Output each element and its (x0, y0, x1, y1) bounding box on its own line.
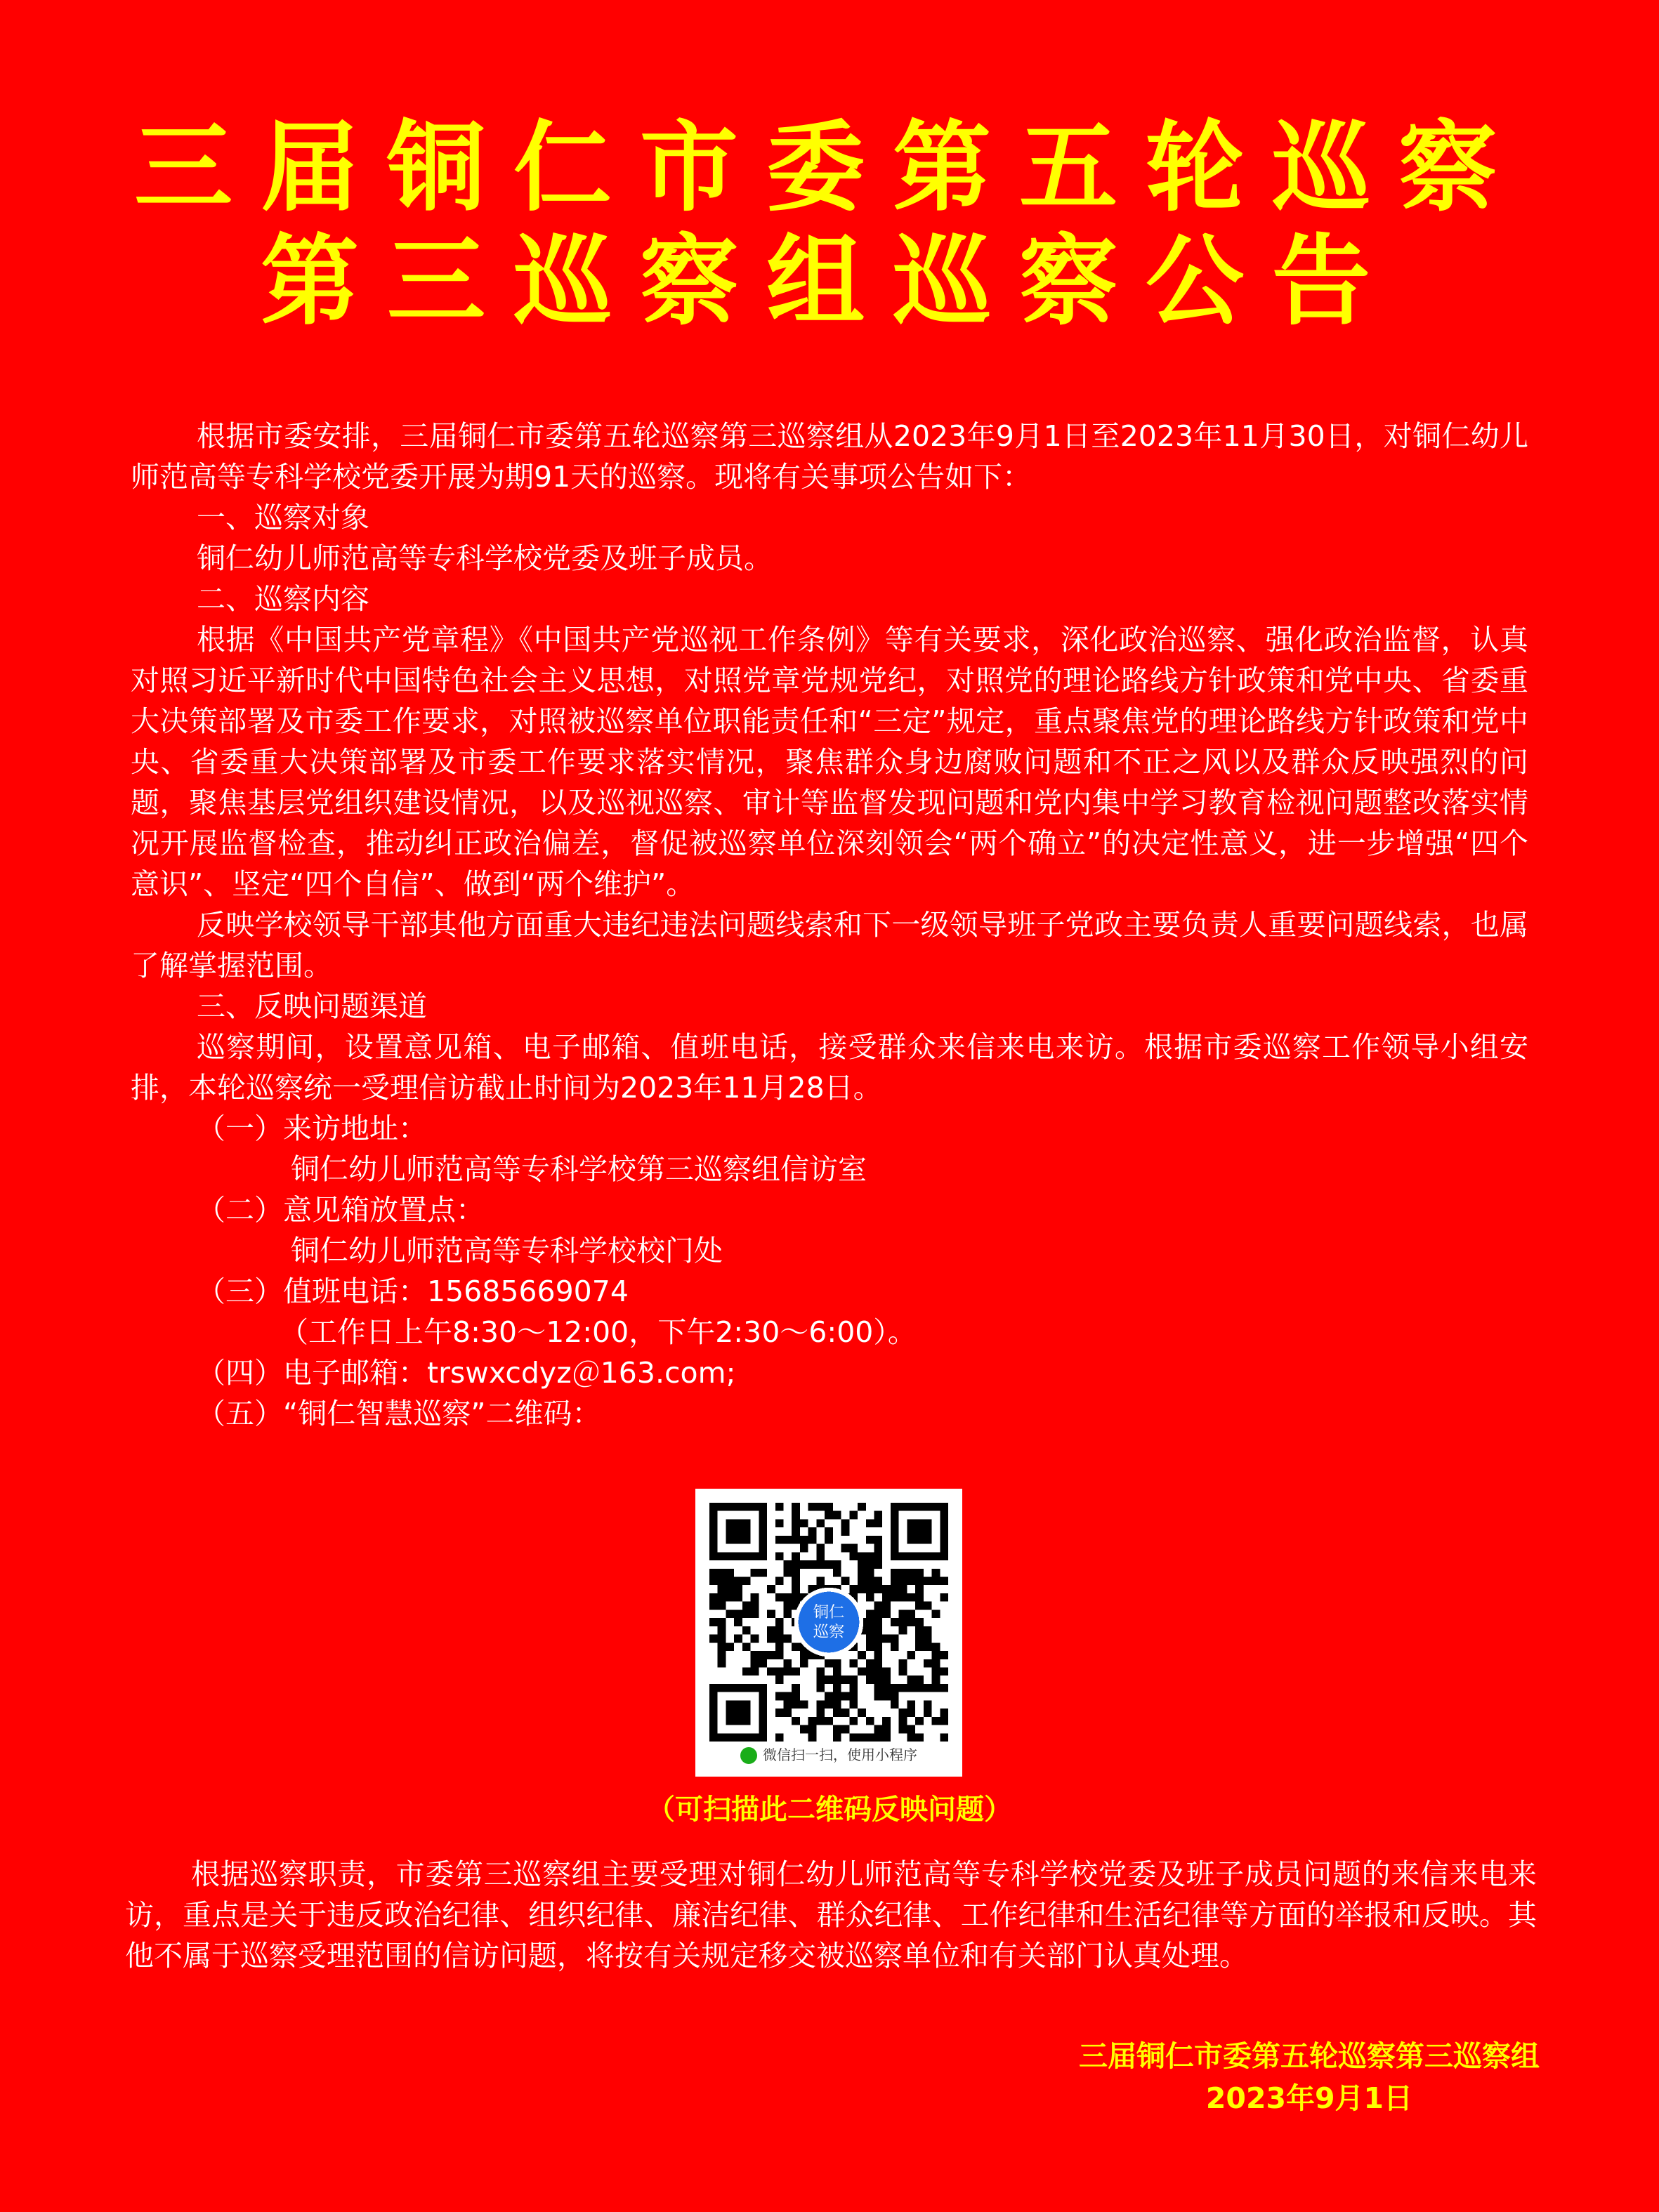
qr-footer-text: 微信扫一扫，使用小程序 (763, 1746, 917, 1763)
section-2-text: 根据《中国共产党章程》《中国共产党巡视工作条例》等有关要求，深化政治巡察、强化政治监督，认真对照习近平新时代中国特色社会主义思想，对照党章党规党纪，对照党的理论路线方针政策和党中央、省委重大决策部署及市委工作要求，对照被巡察单位职能责任和“三定”规定，重点聚焦党的理论路线方针政策和党中央、省委重大决策部署及市委工作要求落实情况，聚焦群众身边腐败问题和不正之风以及群众反映强烈的问题，聚焦基层党组织建设情况，以及巡视巡察、审计等监督发现问题和党内集中学习教育检视问题整改落实情况开展监督检查，推动纠正政治偏差，督促被巡察单位深刻领会“两个确立”的决定性意义，进一步增强“四个意识”、坚定“四个自信”、做到“两个维护”。 (131, 623, 1528, 901)
signature-block (1079, 2035, 1540, 2119)
section-3-text: 巡察期间，设置意见箱、电子邮箱、值班电话，接受群众来信来电来访。根据市委巡察工作领导小组安排，本轮巡察统一受理信访截止时间为2023年11月28日。 (131, 1030, 1528, 1105)
section-1-heading: 一、巡察对象 (197, 501, 369, 534)
section-3-heading: 三、反映问题渠道 (197, 989, 427, 1023)
section-1-text: 铜仁幼儿师范高等专科学校党委及班子成员。 (197, 541, 773, 575)
channel-3-hours: （工作日上午8:30～12:00，下午2:30～6:00）。 (280, 1315, 917, 1349)
qr-footer (695, 1744, 962, 1765)
title-line-1: 三届铜仁市委第五轮巡察 (133, 111, 1525, 225)
channel-1-label: （一）来访地址： (197, 1112, 427, 1145)
channel-5-qr-label: （五）“铜仁智慧巡察”二维码： (197, 1397, 601, 1430)
qr-badge-line-2: 巡察 (813, 1623, 845, 1642)
qr-badge (799, 1592, 860, 1653)
channel-4-email: （四）电子邮箱：trswxcdyz＠163.com; (197, 1356, 736, 1390)
channel-2-label: （二）意见箱放置点： (197, 1193, 485, 1227)
qr-caption: （可扫描此二维码反映问题） (647, 1793, 1012, 1826)
section-2-text-2: 反映学校领导干部其他方面重大违纪违法问题线索和下一级领导班子党政主要负责人重要问题线索，也属了解掌握范围。 (131, 908, 1528, 982)
channel-1-value: 铜仁幼儿师范高等专科学校第三巡察组信访室 (291, 1152, 867, 1186)
signature-org: 三届铜仁市委第五轮巡察第三巡察组 (1079, 2039, 1540, 2073)
intro-paragraph: 根据市委安排，三届铜仁市委第五轮巡察第三巡察组从2023年9月1日至2023年11月30日，对铜仁幼儿师范高等专科学校党委开展为期91天的巡察。现将有关事项公告如下： (131, 419, 1528, 494)
qr-code-card[interactable] (695, 1489, 962, 1777)
wechat-mini-program-icon (740, 1747, 757, 1764)
channel-2-value: 铜仁幼儿师范高等专科学校校门处 (291, 1234, 723, 1268)
qr-code-icon[interactable] (709, 1503, 948, 1742)
notice-body (131, 416, 1528, 1434)
channel-3-phone: （三）值班电话：15685669074 (197, 1275, 629, 1308)
closing-paragraph: 根据巡察职责，市委第三巡察组主要受理对铜仁幼儿师范高等专科学校党委及班子成员问题的来信来电来访，重点是关于违反政治纪律、组织纪律、廉洁纪律、群众纪律、工作纪律和生活纪律等方面的举报和反映。其他不属于巡察受理范围的信访问题，将按有关规定移交被巡察单位和有关部门认真处理。 (125, 1857, 1537, 1973)
qr-badge-line-1: 铜仁 (813, 1602, 845, 1621)
title-line-2: 第三巡察组巡察公告 (260, 225, 1398, 339)
section-2-heading: 二、巡察内容 (197, 582, 369, 616)
signature-date: 2023年9月1日 (1205, 2081, 1413, 2115)
